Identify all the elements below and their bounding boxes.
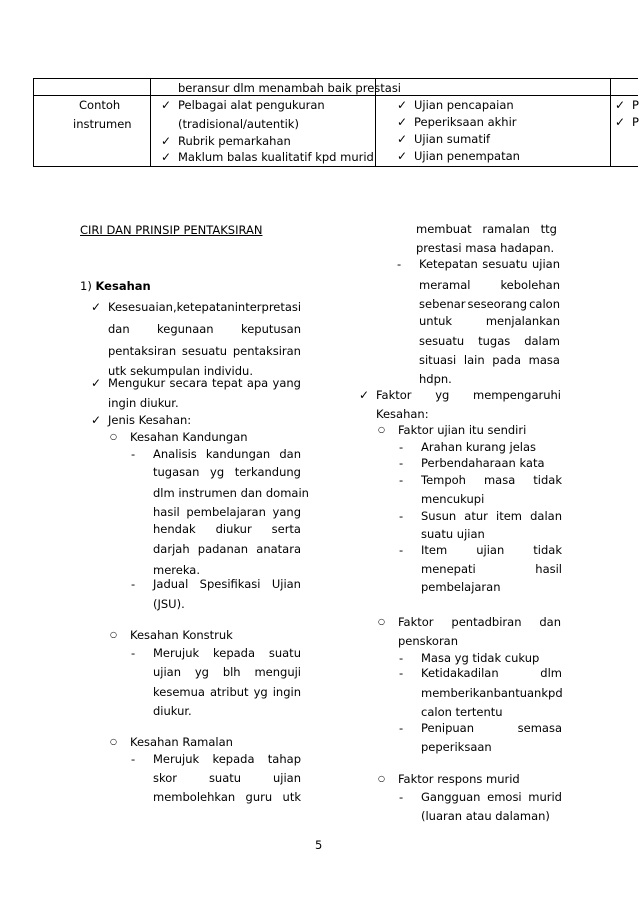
text-line: suatu ujian — [421, 527, 485, 541]
dash-line: - Merujuk kepada suatu — [153, 646, 301, 660]
sub-bullet: ○ Kesahan Konstruk — [130, 628, 233, 642]
table-row-label: Contoh — [79, 98, 121, 112]
dash-line: - Tempoh masa tidak — [421, 473, 562, 487]
sub-bullet: ○ Kesahan Kandungan — [130, 430, 248, 444]
text-line: hdpn. — [419, 372, 452, 386]
table-list-item: ✓ Ujian sumatif — [414, 132, 490, 146]
text-line: hasil pembelajaran yang — [153, 505, 301, 519]
table-list-item: ✓ Maklum balas kualitatif kpd murid — [178, 150, 374, 164]
table-list-item: ✓ Peperiksaan akhir — [414, 115, 517, 129]
section-number: 1) — [80, 279, 92, 293]
text-line: untuk menjalankan — [419, 314, 560, 328]
text-line: kesemua atribut yg ingin — [153, 685, 301, 699]
text-line: peperiksaan — [421, 740, 492, 754]
text-line: ujian yg blh menguji — [153, 665, 301, 679]
table-row-label: instrumen — [73, 117, 132, 131]
text-line: mencukupi — [421, 492, 485, 506]
text-line: situasi lain pada masa — [419, 353, 560, 367]
sub-bullet: ○ Faktor pentadbiran dan — [398, 615, 561, 629]
table-rule — [33, 95, 638, 96]
dash-line: - Masa yg tidak cukup — [421, 651, 539, 665]
dash-line: - Arahan kurang jelas — [421, 440, 536, 454]
dash-line: - Ketidakadilan dlm — [421, 666, 562, 680]
text-line: (JSU). — [153, 597, 185, 611]
text-line: sesuatu tugas dalam — [419, 334, 560, 348]
text-line: diukur. — [153, 704, 192, 718]
page-number: 5 — [315, 838, 323, 852]
dash-line: - Jadual Spesifikasi Ujian — [153, 577, 301, 591]
text-line: menepati hasil — [421, 562, 562, 576]
text-line: meramal kebolehan — [419, 278, 560, 292]
table-cell: beransur dlm menambah baik prestasi — [178, 81, 402, 95]
text-line: prestasi masa hadapan. — [416, 241, 555, 255]
table-list-item: (tradisional/autentik) — [178, 117, 299, 131]
dash-line: - Analisis kandungan dan — [153, 447, 301, 461]
dash-line: - Susun atur item dalan — [421, 509, 562, 523]
sub-bullet: ○ Kesahan Ramalan — [130, 735, 233, 749]
bullet-line: utk sekumpulan individu. — [108, 364, 253, 378]
dash-line: - Item ujian tidak — [421, 543, 562, 557]
text-line: membuat ramalan ttg — [416, 222, 557, 236]
text-line: penskoran — [398, 634, 459, 648]
bullet-line: ✓ Mengukur secara tepat apa yang — [108, 376, 301, 390]
table-rule — [33, 78, 638, 79]
sub-bullet: ○ Faktor respons murid — [398, 772, 520, 786]
table-list-item: ✓ Ujian penempatan — [414, 149, 520, 163]
table-list-item: ✓ P — [632, 115, 639, 129]
table-rule — [33, 166, 638, 167]
bullet-line: dan kegunaan keputusan — [108, 322, 301, 336]
text-line: hendak diukur serta — [153, 522, 301, 536]
sub-bullet: ○ Faktor ujian itu sendiri — [398, 423, 526, 437]
bullet-line: ✓ Jenis Kesahan: — [108, 413, 191, 427]
table-list-item: ✓ Pelbagai alat pengukuran — [178, 98, 325, 112]
bullet-line: pentaksiran sesuatu pentaksiran — [108, 344, 301, 358]
text-line: calon tertentu — [421, 705, 503, 719]
dash-line: - Perbendaharaan kata — [421, 456, 545, 470]
dash-line: - Merujuk kepada tahap — [153, 752, 301, 766]
text-line: skor suatu ujian — [153, 771, 301, 785]
text-line: memberikan bantuan kpd — [421, 686, 563, 700]
bullet-line: ✓ Faktor yg mempengaruhi — [376, 388, 561, 402]
bullet-line: ingin diukur. — [108, 396, 179, 410]
table-rule — [610, 78, 611, 167]
text-line: dlm instrumen dan domain — [153, 486, 309, 500]
section-heading: CIRI DAN PRINSIP PENTAKSIRAN — [80, 223, 263, 237]
text-line: (luaran atau dalaman) — [421, 809, 550, 823]
table-list-item: ✓ P — [632, 98, 639, 112]
section-title: Kesahan — [95, 279, 151, 293]
table-list-item: ✓ Ujian pencapaian — [414, 98, 514, 112]
text-line: sebenar seseorang calon — [419, 297, 560, 311]
text-line: membolehkan guru utk — [153, 790, 301, 804]
text-line: darjah padanan anatara — [153, 542, 301, 556]
text-line: mereka. — [153, 563, 200, 577]
bullet-line: ✓ Kesesuaian, ketepatan interpretasi — [108, 300, 301, 314]
text-line: Kesahan: — [376, 407, 429, 421]
dash-line: - Ketepatan sesuatu ujian — [419, 257, 560, 271]
text-line: tugasan yg terkandung — [153, 465, 301, 479]
dash-line: - Penipuan semasa — [421, 721, 562, 735]
text-line: pembelajaran — [421, 580, 501, 594]
table-list-item: ✓ Rubrik pemarkahan — [178, 134, 291, 148]
table-rule — [33, 78, 34, 167]
dash-line: - Gangguan emosi murid — [421, 790, 562, 804]
subsection-title — [80, 279, 151, 293]
table-rule — [150, 78, 151, 167]
